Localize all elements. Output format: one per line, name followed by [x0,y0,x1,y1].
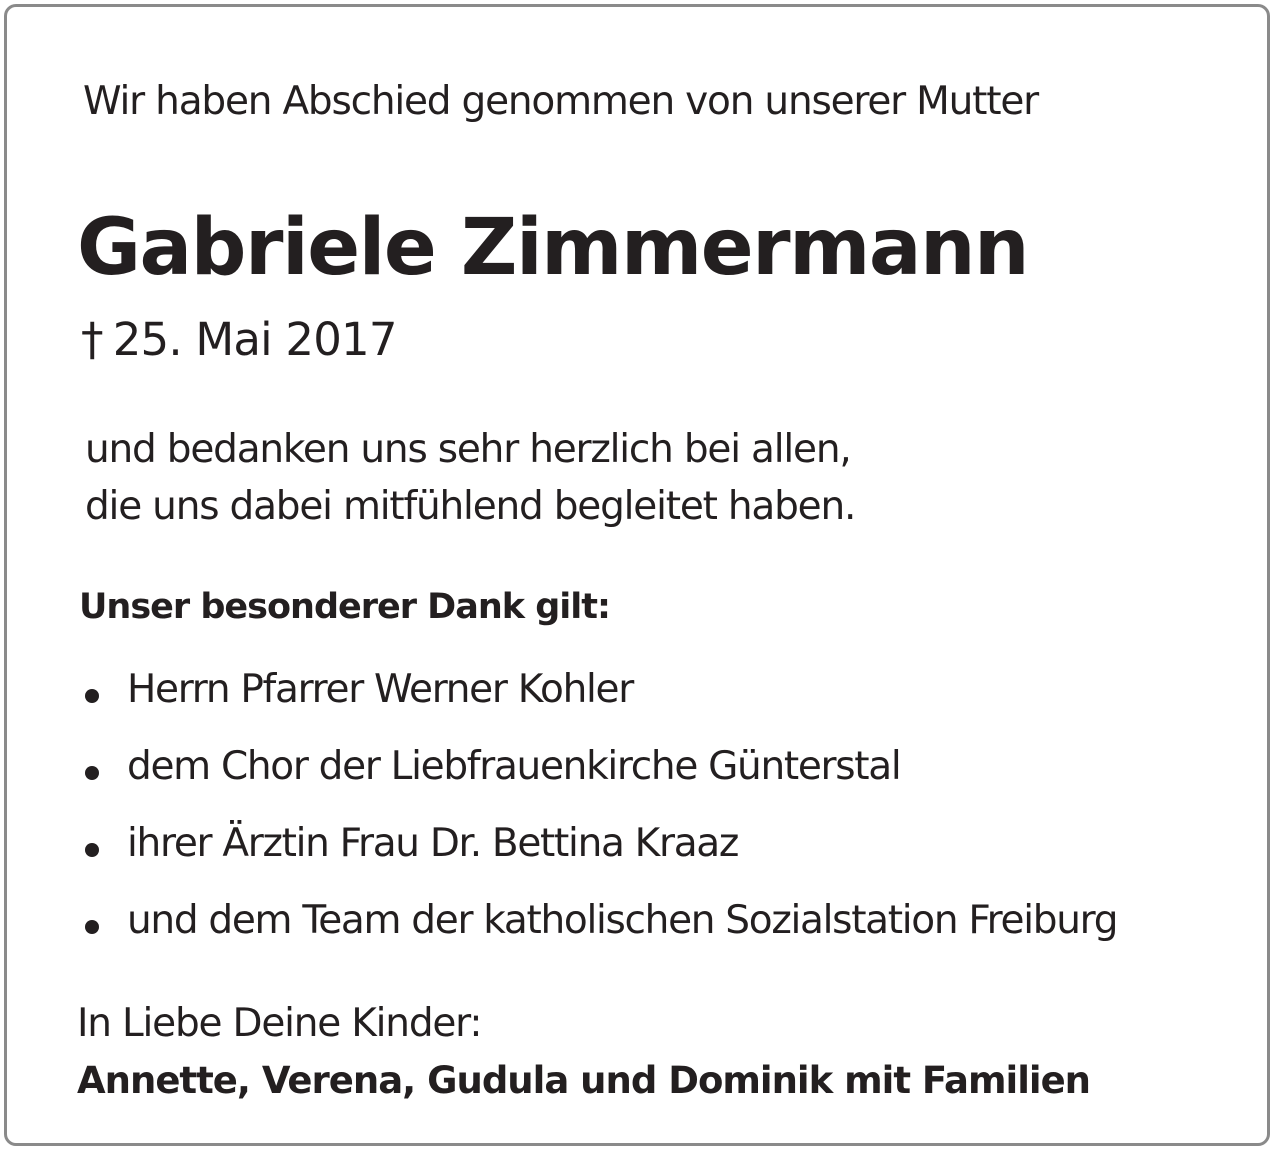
bullet-icon [85,920,99,934]
list-item-text: und dem Team der katholischen Sozialstation Freiburg [127,898,1118,943]
death-date-line [81,313,397,366]
notice-frame [4,4,1270,1146]
signature-intro: In Liebe Deine Kinder: [77,1001,482,1046]
bullet-icon [85,689,99,703]
thanks-line-2: die uns dabei mitfühlend begleitet haben. [85,484,856,529]
thanks-line-1: und bedanken uns sehr herzlich bei allen, [85,427,851,472]
signature-names: Annette, Verena, Gudula und Dominik mit Familien [77,1059,1091,1102]
death-date: 25. Mai 2017 [112,313,397,366]
list-item-text: ihrer Ärztin Frau Dr. Bettina Kraaz [127,821,739,866]
intro-text: Wir haben Abschied genommen von unserer Mutter [83,79,1038,124]
list-item-text: Herrn Pfarrer Werner Kohler [127,667,633,712]
dagger-icon: † [81,313,103,366]
deceased-name: Gabriele Zimmermann [77,203,1029,293]
special-thanks-heading: Unser besonderer Dank gilt: [79,587,611,627]
bullet-icon [85,766,99,780]
bullet-icon [85,843,99,857]
list-item-text: dem Chor der Liebfrauenkirche Günterstal [127,744,901,789]
